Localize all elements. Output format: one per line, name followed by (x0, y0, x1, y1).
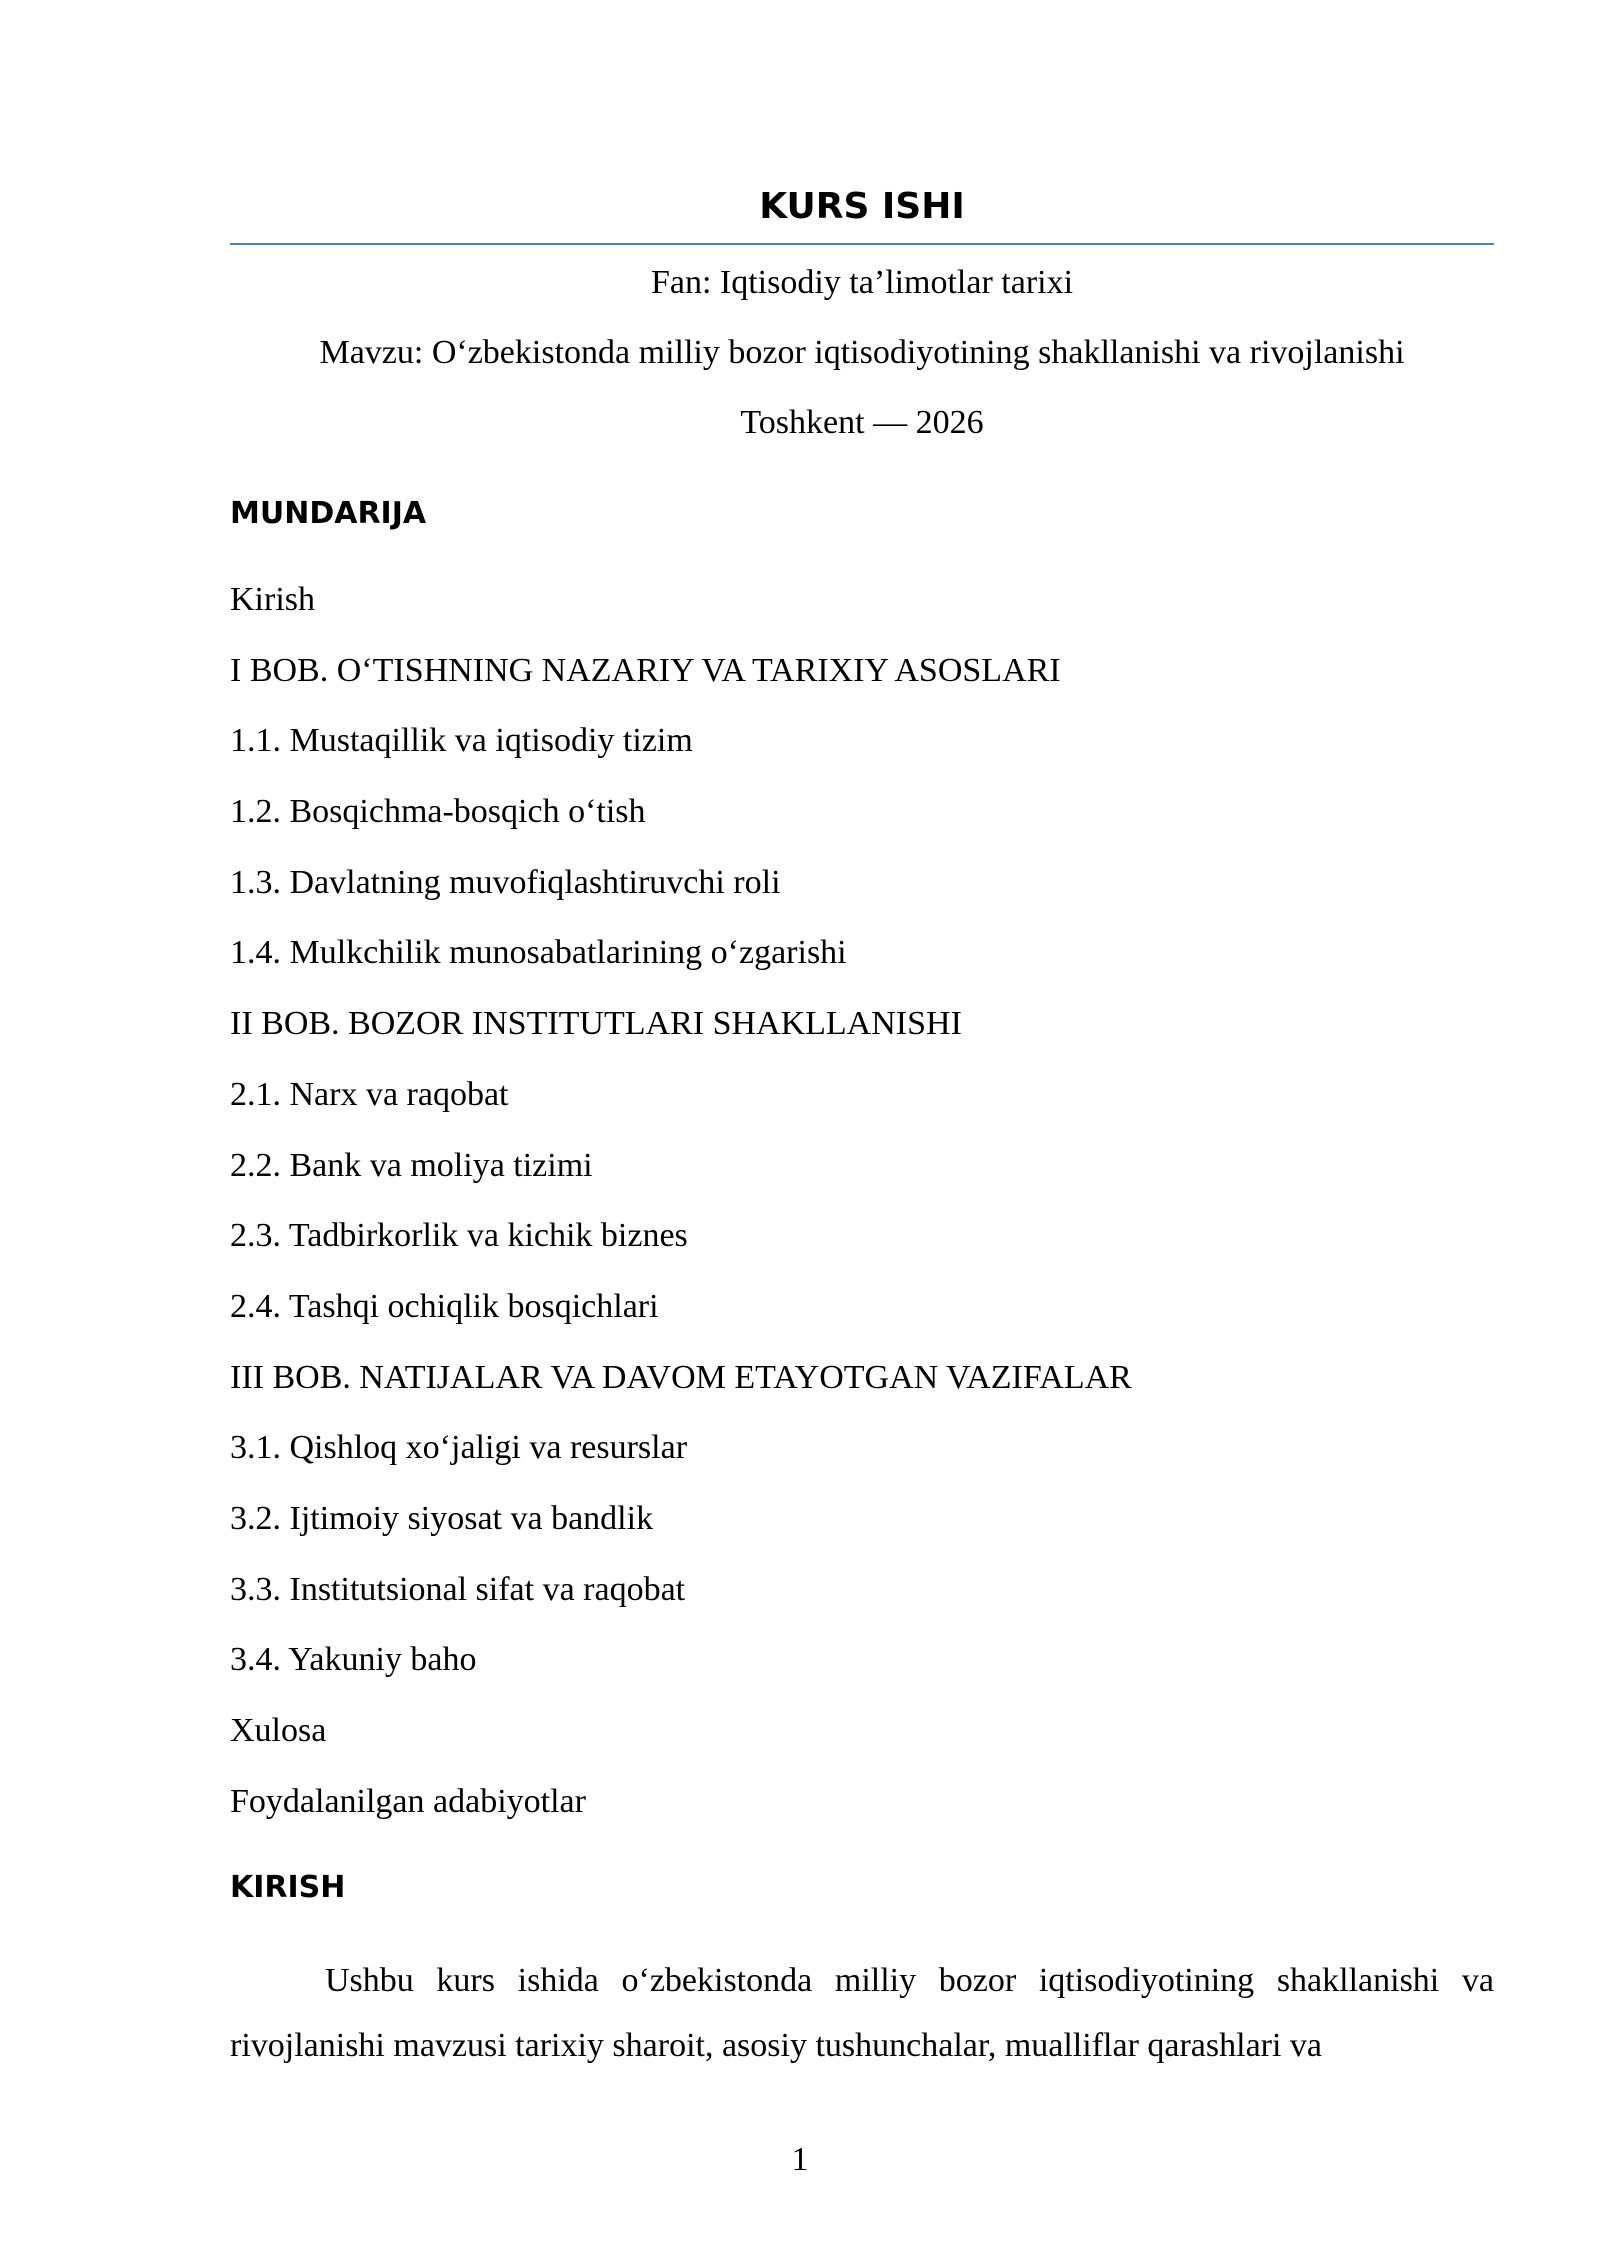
toc-item-1-4: 1.4. Mulkchilik munosabatlarining o‘zgarishi (230, 934, 847, 972)
subject-line: Fan: Iqtisodiy ta’limotlar tarixi (650, 264, 1074, 301)
toc-item-3-2: 3.2. Ijtimoiy siyosat va bandlik (230, 1499, 654, 1537)
introduction-paragraph: Ushbu kurs ishida o‘zbekistonda milliy bozor iqtisodiyotining shakllanishi va rivojlanishi mavzusi tarixiy sharoit, asosiy tushunchalar, mualliflar qarashlari va (230, 1962, 1494, 2064)
toc-item-chapter-1: I BOB. O‘TISHNING NAZARIY VA TARIXIY ASOSLARI (230, 651, 1061, 689)
introduction-heading: KIRISH (230, 1870, 346, 1905)
toc-item-2-1: 2.1. Narx va raqobat (230, 1075, 509, 1113)
toc-item-2-3: 2.3. Tadbirkorlik va kichik biznes (230, 1217, 688, 1255)
toc-item-conclusion: Xulosa (230, 1712, 327, 1749)
topic-line: Mavzu: O‘zbekistonda milliy bozor iqtisodiyotining shakllanishi va rivojlanishi (319, 334, 1405, 371)
toc-item-chapter-2: II BOB. BOZOR INSTITUTLARI SHAKLLANISHI (230, 1005, 962, 1043)
toc-item-1-2: 1.2. Bosqichma-bosqich o‘tish (230, 793, 646, 831)
toc-item-2-4: 2.4. Tashqi ochiqlik bosqichlari (230, 1287, 659, 1325)
toc-item-references: Foydalanilgan adabiyotlar (230, 1782, 586, 1820)
document-title: KURS ISHI (759, 186, 965, 227)
toc-item-1-3: 1.3. Davlatning muvofiqlashtiruvchi roli (230, 863, 781, 901)
toc-item-3-1: 3.1. Qishloq xo‘jaligi va resurslar (230, 1429, 688, 1467)
toc-item-chapter-3: III BOB. NATIJALAR VA DAVOM ETAYOTGAN VAZIFALAR (230, 1358, 1132, 1396)
toc-heading: MUNDARIJA (230, 496, 427, 531)
title-underline-rule (230, 243, 1494, 245)
toc-item-2-2: 2.2. Bank va moliya tizimi (230, 1146, 593, 1184)
toc-item-3-3: 3.3. Institutsional sifat va raqobat (230, 1570, 686, 1608)
page-number: 1 (791, 2141, 809, 2178)
table-of-contents (230, 575, 1132, 1847)
toc-item-3-4: 3.4. Yakuniy baho (230, 1641, 477, 1679)
toc-item-1-1: 1.1. Mustaqillik va iqtisodiy tizim (230, 722, 693, 760)
toc-item-intro: Kirish (230, 581, 315, 618)
place-year-line: Toshkent — 2026 (740, 404, 984, 441)
